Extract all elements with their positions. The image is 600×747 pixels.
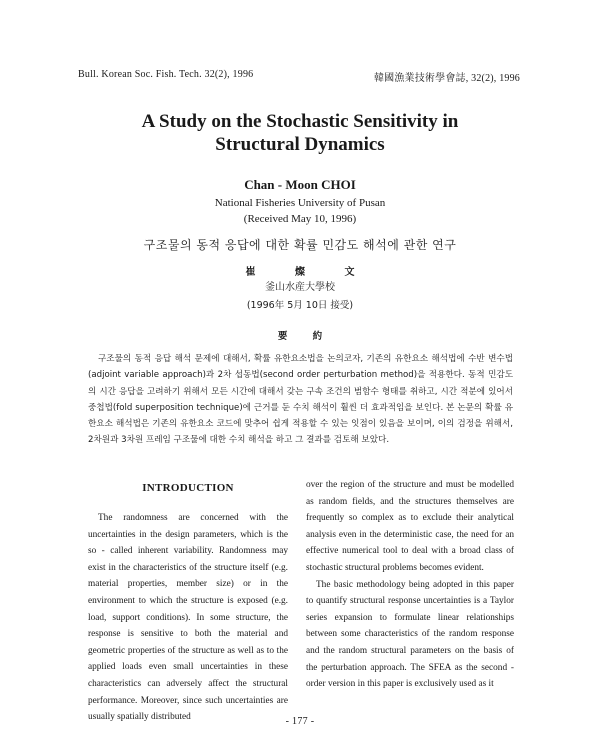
intro-paragraph-2: The basic methodology being adopted in this paper to quantify structural response uncertainties is a Taylor series expansion to formulate linear relationships between some characteristics of the random response and the random structural parameters on the basis of the perturbation approach. The SFEA as the second - order version in this paper is exclusively used as it (306, 579, 514, 690)
author-affiliation: National Fisheries University of Pusan (214, 197, 386, 209)
author-name: Chan - Moon CHOI (244, 177, 356, 192)
korean-title: 구조물의 동적 응답에 대한 확률 민감도 해석에 관한 연구 (143, 238, 457, 252)
section-heading-introduction: INTRODUCTION (142, 482, 234, 494)
author-affiliation-block (0, 195, 600, 227)
paper-title-line-2: Structural Dynamics (215, 134, 385, 155)
korean-received-date: (1996年 5月 10日 接受) (246, 300, 354, 311)
intro-paragraph-1-continued: over the region of the structure and must be modelled as random fields, and the structures themselves are frequently so complex as to exclude their analytical analysis even in the deterministic case, the need for an effective numerical tool to deal with a broad class of stochastic structural problems becomes evident. (306, 480, 514, 573)
paper-title-line-1: A Study on the Stochastic Sensitivity in (141, 111, 459, 132)
intro-paragraph-1: The randomness are concerned with the uncertainties in the design parameters, which is the so - called inherent variability. Randomness may exist in the characteristics of the structure itself (e.g. material properties, member size) or in the environment to which the structure is exposed (e.g. load, support conditions). In some structure, the response is sensitive to both the material and geometric properties of the structure as well as to the applied loads even small uncertainties in these characteristics can adversely affect the structural performance. Moreover, since such uncertainties are usually spatially distributed (88, 513, 288, 723)
korean-abstract-body: 구조물의 동적 응답 해석 문제에 대해서, 확률 유한요소법을 논의코자, 기존의 유한요소 해석법에 수반 변수법(adjoint variable approach)과 2차 섭동법(second order perturbation method)을 적용한다. 동적 민감도의 시간 응답을 고려하기 위해서 모든 시간에 대해서 갖는 구속 조건의 범함수 형태를 취하고, 시간 적분에 있어서 중첩법(fold superposition technique)에 근거를 둔 수치 해석이 훨씬 더 효과적임을 보인다. 본 논문의 확률 유한요소 해석법은 기존의 유한요소 코드에 맞추어 쉽게 적용할 수 있는 잇점이 있음을 보이며, 이의 검정을 위해서, 2차원과 3차원 프레임 구조물에 대한 수치 해석을 하고 그 결과를 검토해 보았다. (88, 354, 513, 446)
right-column (306, 477, 514, 693)
paper-title (0, 110, 600, 156)
korean-author: 崔 燦 文 (245, 267, 355, 278)
korean-abstract-heading: 要 約 (277, 331, 323, 342)
korean-affiliation: 釜山水産大學校 (265, 282, 335, 293)
left-column (88, 510, 288, 726)
received-date: (Received May 10, 1996) (243, 213, 357, 225)
page-number: - 177 - (285, 716, 315, 727)
journal-header-english: Bull. Korean Soc. Fish. Tech. 32(2), 1996 (78, 69, 254, 80)
journal-header-korean: 韓國漁業技術學會誌, 32(2), 1996 (373, 73, 520, 84)
